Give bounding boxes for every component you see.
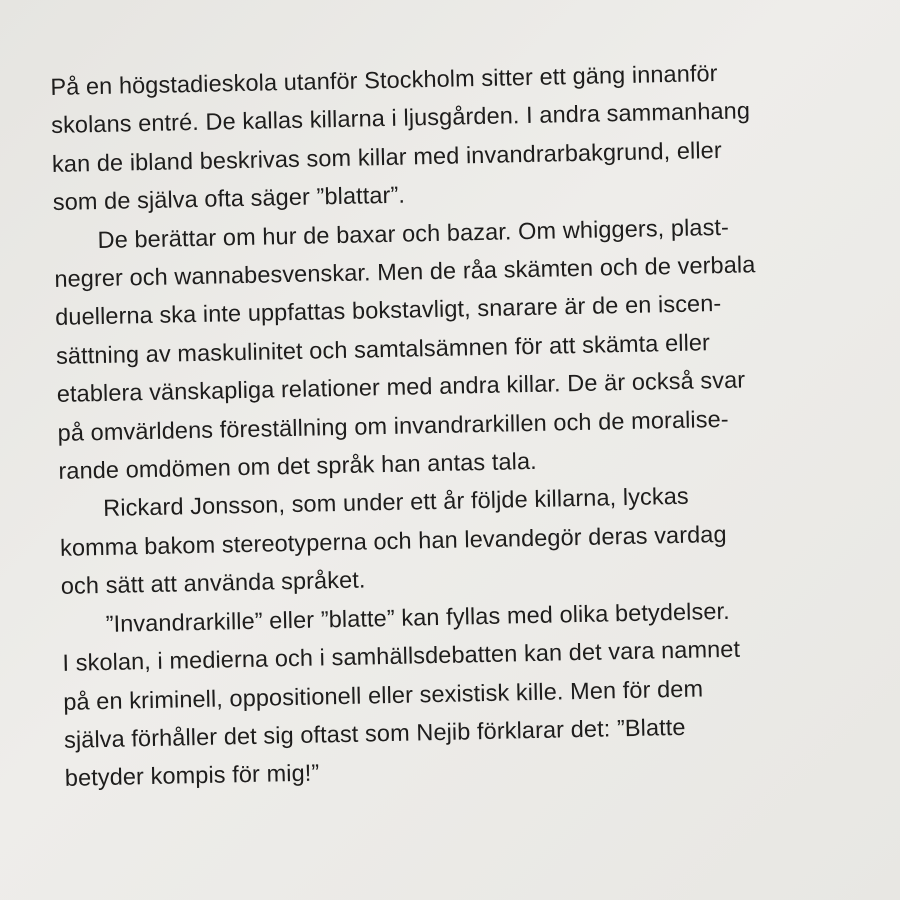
text-line: sättning av maskulinitet och samtalsämnen för att skämta eller bbox=[55, 329, 711, 369]
text-line: skolans entré. De kallas killarna i ljusgården. I andra sammanhang bbox=[50, 97, 751, 139]
text-line: betyder kompis för mig!” bbox=[64, 759, 320, 792]
text-line: duellerna ska inte uppfattas bokstavligt, snarare är de en iscen- bbox=[54, 290, 722, 331]
text-line: själva förhåller det sig oftast som Nejib förklarar det: ”Blatte bbox=[63, 713, 686, 753]
text-line: komma bakom stereotyperna och han levandegör deras vardag bbox=[59, 520, 727, 561]
text-line: På en högstadieskola utanför Stockholm sitter ett gäng innanför bbox=[50, 60, 718, 100]
text-line: negrer och wannabesvenskar. Men de råa skämten och de verbala bbox=[54, 251, 756, 292]
body-text bbox=[50, 51, 885, 798]
text-line: etablera vänskapliga relationer med andra killar. De är också svar bbox=[56, 366, 746, 408]
paragraph-first-line: ”Invandrarkille” eller ”blatte” kan fyllas med olika betydelser. bbox=[105, 597, 730, 637]
text-line: som de själva ofta säger ”blattar”. bbox=[52, 181, 406, 216]
text-line: rande omdömen om det språk han antas tala. bbox=[58, 447, 538, 484]
text-line: på en kriminell, oppositionell eller sexistisk kille. Men för dem bbox=[62, 674, 704, 715]
paragraph-first-line: De berättar om hur de baxar och bazar. Om whiggers, plast- bbox=[97, 213, 730, 253]
text-line: på omvärldens föreställning om invandrarkillen och de moralise- bbox=[57, 405, 729, 446]
text-line: I skolan, i medierna och i samhällsdebatten kan det vara namnet bbox=[62, 635, 741, 676]
text-line: och sätt att använda språket. bbox=[60, 566, 366, 600]
text-line: kan de ibland beskrivas som killar med invandrarbakgrund, eller bbox=[51, 136, 722, 177]
paragraph-first-line: Rickard Jonsson, som under ett år följde killarna, lyckas bbox=[102, 483, 690, 522]
